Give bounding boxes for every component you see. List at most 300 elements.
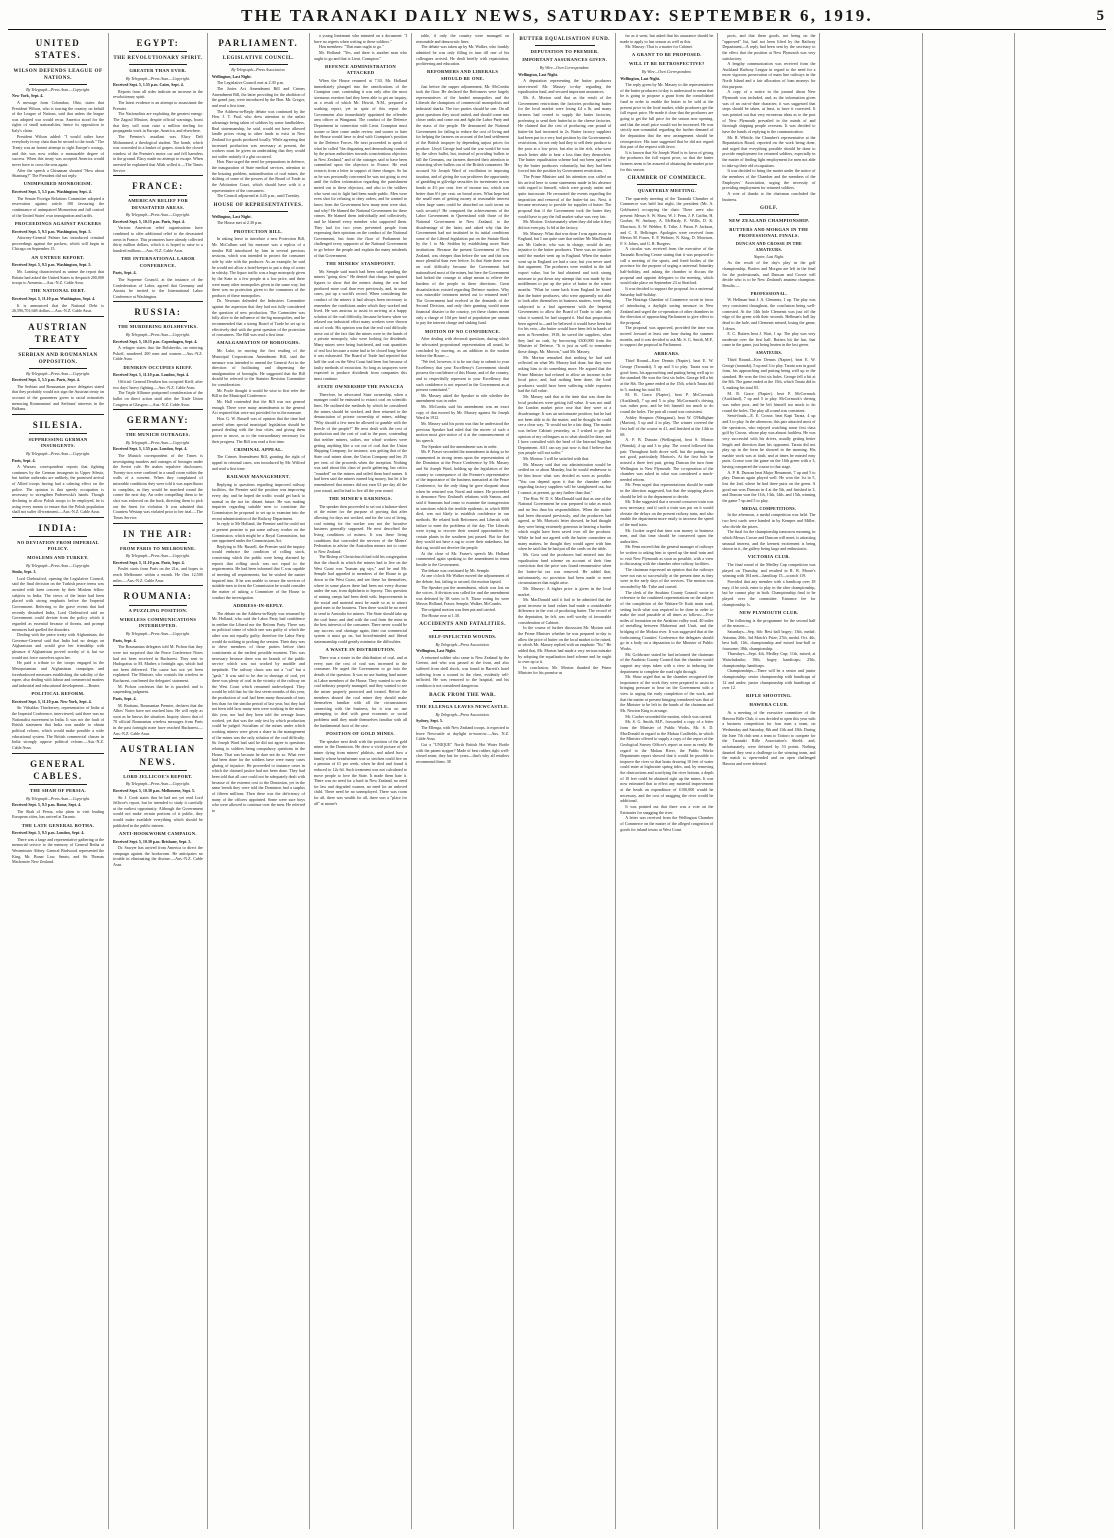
article-paragraph: In the course of further discussion Mr. Morton said the Prime Minister whether he was prepared to-day to allow the price of butter on the local market to be raised, to which Mr. Massey replied with an emphatic "No." He added that, Mr. Morton had made a very serious mistake by adopting the equalisation fund scheme and he ought to own up to it. <box>518 625 612 665</box>
article-paragraph: Mr. Holland: "Yes, and there is another man who ought to go and that is Lieut. Crampton." <box>313 49 408 61</box>
article-paragraph: Dr. Sawyer has arrived from America to direct the campaign against the hookworm. He anticipates no trouble in eliminating the disease.—Aus.-N.Z. Cable Assn. <box>113 845 203 868</box>
article-paragraph: E. C. Butters beat J. Watt, 1 up. The play was very moderate over the first half. Butters hit the last, that came in the game, just being beaten in the last green. <box>722 331 816 348</box>
byline: By Wire—Own Correspondent. <box>539 65 590 71</box>
sub-heading: AMALGAMATION OF BOROUGHS. <box>216 340 301 346</box>
news-column-7 <box>616 33 718 1529</box>
article-paragraph: The Triple Alliance postponed consideration of the ballot on direct action until after the Trade Union Congress at Glasgow.—Aus.-N.Z. Cable Assn. <box>113 390 203 407</box>
section-heading: UNITED STATES. <box>34 38 82 61</box>
sub-heading: ACCIDENTS AND FATALITIES. <box>419 621 506 628</box>
article-paragraph: The following is the programme for the second half of the season:— <box>722 617 816 629</box>
article-paragraph: At a meeting of the executive committee of the Hawera Rifle Club, it was decided to open this year with a business competition for four men a team, on Wednesday and Saturday, 8th and 11th and 18th. During the June 7th club sent a team to Toitoro to compete for the Taranaki Rifle Association's Shield, and, unfortunately, were defeated by 53 points. Nothing daunted they sent a challenge to the winning team, and the match is open-ended and on open challenged Hawera and were defeated. <box>722 710 816 766</box>
sub-heading: BACK FROM THE WAR. <box>429 691 497 698</box>
article-paragraph: The clerk of the Awakino County Council wrote in reference to the combined representations on the subject of the completion of the Waitara-Te Kuiti main road, setting forth what was required to be done in order to make the road passable at all times as follows:—Five miles of formation on the Awakino valley road, 40 miles of metalling between Mahoenui and Uruti, and the bridging of the Mokau river. It was suggested that at the forthcoming Counties' Conference the delegates should go in a body on a deputation to the Minister of Public Works. <box>620 589 714 651</box>
article-paragraph: It was decided to support the proposal for a universal Saturday half-holiday. <box>620 285 714 297</box>
byline: Napier, Last Night. <box>753 253 785 259</box>
article-paragraph: The Ellenga, with New Zealand troops, is expected to leave Newcastle at daylight to-morrow.—Aus. N.Z. Cable Assn. <box>416 725 510 742</box>
sub-heading: UNIMPAIRED MONROEISM. <box>23 181 93 187</box>
news-column-3 <box>208 33 310 1529</box>
article-paragraph: Mr. Hall contended that the Bill was not general enough. There were many amendments to the general Act required that were not provided for in the measure. <box>211 399 305 416</box>
news-column-8 <box>718 33 820 1529</box>
heading-rule <box>433 630 493 631</box>
heading-rule <box>637 184 697 185</box>
dateline: Received Sept. 5, 1.55 p.m. Cairo, Sept. 4. <box>113 82 184 88</box>
article-paragraph: Thursdays—Sept. 4th, Medley Cup; 11th, mixed, at Waiwhakaiho; 18th, bogey handicaps; 25th, championship; handicaps. <box>722 651 816 668</box>
sub-heading: GOLF. <box>760 205 778 212</box>
article-paragraph: Saturdays—Sep. 6th: Best ball bogey; 13th, medal; Autumn; 20th, 3rd Match's Prize; 27th, medal. Oct. 4th, best ball; 11th, championship and mixed four-ball or foursome; 18th, championship. <box>722 628 816 651</box>
article-paragraph: Mr. Morton: I will be satisfied with that. <box>523 456 590 462</box>
page-number: 5 <box>1096 8 1104 24</box>
article-paragraph: Reports from all sides indicate an increase in the revolutionary spirit. <box>113 88 203 100</box>
heading-rule <box>129 770 187 771</box>
dateline: New York, Sept. 4. <box>12 93 44 99</box>
dateline: Wellington, Last Night. <box>620 75 661 81</box>
byline: By Telegraph—Press Association. <box>231 67 286 73</box>
article-paragraph: It is known that Sir Joseph Ward is in favor of giving the producers the full export price, so that the butter farmers seem to be assured of obtaining the market price for this season. <box>620 149 714 172</box>
sub-heading: DENIKEN OCCUPIES KIEFF. <box>123 364 193 370</box>
dateline: Wellington, Last Night. <box>518 71 558 77</box>
dateline: Wellington, Last Night. <box>211 213 252 219</box>
sub-heading: WILL IT BE RETROSPECTIVE? <box>628 61 705 67</box>
article-paragraph: A copy of a notice in the journal about New Plymouth was included, and, as the information given was of an out-of-date character, it was suggested that steps should be taken, at least, to have it corrected. It was pointed out that very erroneous ideas as to the port of New Plymouth prevailed in the minds of and thorough shipping people overseas. It was decided to have the hands of replying to the communication. <box>722 89 816 134</box>
byline: By Telegraph—Press Assn.—Copyright. <box>125 212 190 218</box>
sub-heading: DEPUTATION TO PREMIER. <box>530 48 599 54</box>
section-heading: GERMANY: <box>126 415 190 426</box>
sub-heading: NO DEVIATION FROM IMPERIAL POLICY. <box>17 539 99 552</box>
section-heading: ROUMANIA: <box>123 591 193 602</box>
sub-heading: AN UNTRUE REPORT. <box>31 254 85 260</box>
dateline: Received Sept. 5, 9.5 p.m. London, Sept. 4. <box>12 830 85 836</box>
article-paragraph: Semi-finals—E. E. Crosse, beat Kapi Tarata, 4 up and 3 to play. In the afternoon, this pair attracted most of the spectators, who enjoyed watching some first class golf by Crosse, whose play was almost faultless. He was very successful with his drives, usually getting better length and direction than his opponent. Tarata did not play up in the form he showed in the morning. His mashie work was at fault, and at times he missed easy putts. Crosse won the game on the 16th green with a 3, having conquered the course to that stage. <box>722 413 816 470</box>
article-paragraph: At the close of Mr. Fraser's speech Mr. Holland commented again speaking to the amendment in terms hostile to the Government. <box>416 550 510 567</box>
article-paragraph: In reply to Mr Holland, the Premier said he could not at present promise to put some railway worker on the Commission, which might be a Royal Commission, but one appointed under the Commissions Act. <box>211 521 305 544</box>
section-divider <box>113 175 203 176</box>
article-paragraph: The debate on the Address-in-Reply was resumed by Mr. Holland, who said the Labor Party had confidence in neither the Liberal nor the Reform Party. There was no political crime of which one was guilty of which the other was not equally guilty, therefore the Labor Party would do nothing to prolong the session. Their duty was to drive members of those parties before their constituents at the earliest possible moment. This was necessary because there was no branch of the public service which was not worked by muddle and ineptitude. The railway chaos was not a "cut" but a "gash." It was said to be due to shortage of coal, yet there was plenty of coal in the vicinity of the railway on the West Coast which remained undeveloped. They would be told that for the first seven months of this year, the production of coal had been many thousands of tons less than for the similar period of last year, but they had not been told how many men were working in the mines this year, nor had they been told the average hours worked, yet that was the only test by which production could be judged. Socialism of the mines under which working miners were given a share in the management of the mines was the only solution of the coal difficulty. Sir Joseph Ward had said he did not agree to questions relating to soldiers being compulsory questions in the House. That was because he dare not do so. What ever had been done for the soldiers have were many cases glaring of injustice. He proceeded to instance cases in which the claimed justice had not been done. They had been told that all care could not be adequately dealt with because of the extreme cost to the Dominion, yet in the same breath they were told the Dominion had a surplus of fifteen millions. Then there was the deficiency of many of the officers appointed. Some were sure boys who were allowed to continue over the men. He referred to <box>211 610 305 813</box>
sub-heading: SUPPRESSING GERMAN INSURGENTS. <box>28 436 88 449</box>
sub-heading: WIRELESS COMMUNICATIONS INTERRUPTED. <box>119 617 197 629</box>
article-paragraph: Mr. McCombs said his amendment was an exact copy of that moved by Mr. Massey against Sir Joseph Ward in 1912. <box>416 404 510 421</box>
sub-heading: CRIMINAL APPEAL. <box>233 446 283 452</box>
article-paragraph: The Hon. W. D. S. MacDonald said that as one of the National Government he was prepared to take as much and no less than his responsibilities. When the matter had been discussed previously, and the producers had agreed, so Mr. Morton's letter showed, he had thought they were being extremely generous in hearing a burden which might have been saved over all the products. While he had not agreed with the butter committee on many matters, he thought they would agree with him when he said that he had put all the cards on the table. <box>518 495 612 552</box>
sub-heading: CHAMBER OF COMMERCE. <box>627 175 707 182</box>
sub-heading: POSITION OF GOLD MINES. <box>326 730 395 736</box>
article-paragraph: "We feel, however, it to be our duty to submit to your Excellency that your Excellency's Government should possess the confidence of this House, and of the country, and to respectfully represent to your Excellency that such confidence is not reposed in the Government as at present constituted." <box>416 358 510 393</box>
dateline: Received Sept. 5, 9.5 p.m. Washington, Sept. 5. <box>12 228 92 234</box>
dateline: Received Sept. 5, 10.30 p.m. Brisbane, Sept. 5. <box>113 838 192 844</box>
section-divider <box>113 585 203 586</box>
heading-rule <box>129 542 187 543</box>
article-paragraph: The Bishop of Christchurch had told his congregation that the church in which the miners had to live on the West Coast was "human pig stys," and he and Mr. Semple had appealed to members of the House to go down to the West Coast, and see these for themselves, where in some places there had been not every disease under the sun, from diphtheria to leprosy. This question of mining camps had been dealt with. Improvements in the social and material must be made so as to attract good men to the business. Then there would be no need to send to Australia for miners. The State should take up the coal lease, and deal with the coal from the mine in the best interests of the consumer. There never would be any success coal shortage again, their our commercial system it must go on, but brood-minded and liberal statesmanship could greatly minimise the difficulties. <box>313 554 408 645</box>
dateline: Received Sept. 5, 11.10 p.m. Paris, Sept. 4. <box>113 559 185 565</box>
sub-heading: SELF-INFLICTED WOUNDS. <box>428 633 497 639</box>
section-heading: PARLIAMENT. <box>218 38 299 48</box>
dateline: Paris, Sept. 4. <box>113 637 137 643</box>
article-paragraph: Mr. Massey: What that was done I was again away in England, but I am quite sure that neither Mr MacDonald nor Mr Guthrie, who was in charge, would do any injustice to the butter producers. There was no injustice until the market went up in England. When the market went up in England we had a case, but you never used that argument. The producers were entitled to the full export value, but he had obtained and took strong measure to put down any attempt that was made by the middlemen to put up the price of butter in the winter months. "What he came back from England he found that the butter producers, who were apparently not able to look after themselves in business matters, were being subjected to a bad agreement with the Imperial Government to allow the Board of Trade to take only what it wanted, he had stopped it. Had that proposition been agreed to—and he believed it would have been but for his veto—the butter would have been left in hands of men at November, 1918, he saved the suppliers, when they had no cash, by borrowing £300,000 from the Minister of Defence. "It is just as well to remember these things, Mr. Morton," said Mr. Massey. <box>518 230 612 354</box>
article-paragraph: When the House resumed at 7.30, Mr. Holland immediately plunged into the ramifications of the Crampton case, contending it was only after the most strenuous exertion had they been able to get an inquiry, as a result of which Mr. Hewitt, N.M., prepared a scathing report, yet in spite of this report the Government also immediately appointed the offender area officer at Wanganui. The conduct of the Defence Department in connection with Lieut. Crampton must sooner or later come under review, and sooner or later the House would have to deal with Crampton's position in the Defence Forces. He next proceeded to speak of what he called "the disgusting and demoralising conduct by the prison authorities towards conscientious objectors in New Zealand," and of the outrages said to have been committed upon the objectors in France. He read extracts from a letter in support of these charges. So far as he was personally concerned he was not going to rest until the fullest information regarding the punishment meted out to these objectors, and also to the soldiers who went out to fight had been made public. Men were even shot for refusing to obey orders, and he wanted to know from the Government how many men were shot, and why? He blamed the National Government for these crimes. He blamed them individually and collectively, and he blamed every member who supported them. They had for two years prevented people from expressing their opinions on the conduct of the National Government, but from the floor of Parliament he challenged every supporter of the National Government to go before the people and explain the many misdeeds of that Government. <box>313 77 408 258</box>
byline: By Telegraph—Press Assn.—Copyright. <box>125 553 190 559</box>
heading-rule <box>229 51 289 52</box>
byline: By Telegraph—Press Assn.—Copyright. <box>26 795 90 801</box>
sub-heading: STATE OWNERSHIP THE PANACEA <box>317 384 404 389</box>
byline: By Telegraph—Press Assn.—Copyright. <box>26 370 90 376</box>
sub-heading: VICTORIA CLUB. <box>747 554 791 560</box>
masthead-title: THE TARANAKI DAILY NEWS, SATURDAY: SEPTEMBER 6, 1919. <box>241 6 873 25</box>
minor-heading: PROFESSIONAL. <box>750 290 788 296</box>
sub-heading: MOTION OF NO CONFIDENCE. <box>424 328 501 334</box>
article-paragraph: The original motion was then put and carried. <box>421 607 496 613</box>
sub-heading: ADDRESS-IN-REPLY. <box>233 602 284 608</box>
sub-heading: NEW ZEALAND CHAMPIONSHIP. <box>728 217 810 223</box>
article-paragraph: Replying to questions regarding improved railway facilities, the Premier said the position was improving every day, and he hoped the traffic would get back to normal in the not far distant future. He was making inquiries regarding suitable men to constitute the Commission he proposed to set up to examine into the recent administration of the Railway Department. <box>211 481 305 521</box>
article-paragraph: far as it went, but asked that his assurance should be made to apply to last season as well as this. <box>620 33 714 44</box>
heading-rule <box>29 433 88 434</box>
sub-heading: HOUSE OF REPRESENTATIVES. <box>213 201 304 208</box>
heading-rule <box>739 214 799 215</box>
article-paragraph: He paid a tribute to the troops engaged in the Mesopotamian and Afghanistan campaigns and foreshadowed measures establishing the stability of the rupee, also dealing with labour and commercial matters and industrial and educational development.—Reuter. <box>12 660 105 688</box>
byline: By Telegraph—Press Assn.—Copyright. <box>125 631 190 637</box>
section-heading: GENERAL CABLES. <box>30 758 86 781</box>
article-paragraph: M. R. Grace (Napier), beat P. McCormack (Auckland), 7 up and 5 to play. McCormack's driving was rather poor, and he left himself too much to do round the holes. The play all round was consistent. <box>722 390 816 413</box>
article-paragraph: A Warsaw correspondent reports that fighting continues by the German insurgents in Upper Silesia, but further outbreaks are unlikely, the promised arrival of Allied troops having had a calming effect on the police. The opinion is that speedy occupation is necessary to strengthen Paderewski's hands. Though declining to allow Polish troops to be employed, he is using every means to ensure that the Polish population shall not suffer ill-treatment.—Aus.-N.Z. Cable Assn. <box>12 464 105 515</box>
article-paragraph: In the afternoon, a medal competition was held. The two best cards were handed in by Kemper and Miller, who divide the prizes. <box>722 512 816 529</box>
article-paragraph: The Crimes Amendment Bill, granting the right of appeal in criminal cases, was introduced by Mr. Wilford and read a first time. <box>211 454 305 471</box>
sub-heading: MOSLEMS AND TURKEY. <box>27 554 89 560</box>
sub-heading: PROTECTION BILL. <box>233 228 283 234</box>
article-paragraph: Mr. Massey said his point was that he understood the previous Speaker had ruled that the mover of such a motion must give notice of it at the commencement of his speech. <box>416 420 510 443</box>
byline: By Telegraph—Press Assn.—Copyright. <box>125 332 190 338</box>
section-heading: IN THE AIR: <box>122 528 193 539</box>
sub-heading: DEFENCE ADMINISTRATION ATTACKED <box>325 63 396 76</box>
heading-rule <box>129 605 187 606</box>
article-paragraph: Championships—There will be a senior and junior championship; senior championship with handicaps of 12 and under; junior championship with handicaps of over 12. <box>722 668 816 691</box>
sub-heading: PROCEEDINGS AGAINST PACKERS <box>14 220 102 226</box>
article-paragraph: Hon members: "That man ought to go." <box>318 44 384 50</box>
article-paragraph: M. R. Grace (Napier), beat P. McCormack (Auckland), 7 up and 5 to play. McCormack's driving was rather poor, and he left himself too much to do round the holes. The pair all round was consistent. <box>620 392 714 415</box>
section-heading: FRANCE: <box>132 181 184 192</box>
article-paragraph: A returned soldier who came to New Zealand by the Greeno, and who was passed at the front, and also suffered from shell shock, was found in Barrett's hotel suffering from a wound in the chest, evidently self-inflicted. He was removed to the hospital, and his condition is not considered dangerous. <box>416 654 510 688</box>
dateline: Received Sept. 5, 5.5 p.m. Washington; Sept. 4. <box>12 189 92 195</box>
article-paragraph: The Supreme Council, at the instance of the Confederation of Labor, agreed that Germany and Austria be invited to the International Labor Conference at Washington. <box>113 276 203 299</box>
article-paragraph: Mr. Massey: That is a matter for Cabinet. <box>625 44 693 50</box>
article-paragraph: Therefore, he advocated State ownership, when a manager could be entrusted to extract coal on scientific lines. He outlined the methods by which he considered the mines should be worked, and then returned to the denunciation of private ownership of mines, adding: "Why should a few men be allowed to gamble with the fleecle of the people?" He next dealt with the cost of production and the cost of coal to the poor, contending that neither miners, sailors, nor wharf workers were getting anything like a cut out of coal that the Union Shipping Company, for instance, was getting that of the State coal mines alone, the Union Company and her 25 per cent. of the proceeds when the inception. Nothing was said about this class of profit gathering, but critics "rounded" on the miners and railed them hard names. It had been said the miners earned big money, but let it be remembered that miners did not earn £3 per day all the year round, and he had to live all the year round. <box>313 391 408 493</box>
article-paragraph: The Legislative Council met at 2.30 p.m. <box>216 80 285 86</box>
dateline: Received Sept. 5, 10.30 p.m. Melbourne, Sept. 5. <box>113 788 195 793</box>
heading-rule <box>433 701 493 702</box>
article-paragraph: A deputation representing the butter producers interviewed Mr. Massey to-day regarding the equalisation fund, and secured important assurances. <box>518 78 612 95</box>
news-column-6 <box>514 33 616 1529</box>
article-paragraph: The Shah of Persia, who plans to visit leading European cities, has arrived at Taranto. <box>12 808 105 820</box>
article-paragraph: Mr. Morton remarked that nothing he had said reflected on what Mr. Massey had done, but they were asking him to do something more. He argued that the Prime Minister had refused to allow an increase in the local price, and, had nothing been done, the local producers would have been suffering while exporters had the full value. <box>518 354 612 394</box>
article-paragraph: Mr. MacDonald said it had to be admitted that the great increase in land values had made a considerable difference in the cost of producing butter. The record of the deputation, he felt, was well worthy of favourable consideration of Cabinet. <box>518 597 612 625</box>
article-paragraph: M. Pichon confesses that he is puzzled, and is suspending judgment. <box>113 683 203 695</box>
section-divider <box>12 316 104 317</box>
sub-heading: THE INTERNATIONAL LABOR CONFERENCE. <box>120 256 195 268</box>
section-divider <box>113 409 203 410</box>
article-paragraph: Mr. Semple said much had been said regarding the miners "going slow." He denied that charge, but quoted figures to show that the miners during the war had produced more coal than ever previously, and, in some cases, put up a world's record. When considering the conduct of the miners it had always been necessary to remember the conditions under which they worked and lived. He was anxious to assist in arriving at a happy solution of the coal difficulty, because he knew when we relaxed our industrial effort many workers were thrown out of work. His opinion was that the real coal difficulty arose out of the fact that the mines were in the hands of a private monopoly, who were looking for dividends. Many mines were being butchered, and vast quantities of real lost because a mine had to be closed long before it was exhausted. The Board of Trade had reported that half the coal on the West Coast had been lost because of faulty methods of extraction. So long as taxpayers were expected to produce dividends from companies this must continue. <box>313 268 408 381</box>
article-paragraph: Hon. Barr urged the need for preparations in defence, the inauguration of State medical services, attention to the housing problem, nationalisation of coal mines, the shifting of some of the powers of the Board of Trade to the Arbitration Court, which should have with it a representative of the consumers. <box>211 159 305 193</box>
heading-rule <box>129 51 187 52</box>
article-paragraph: Various American relief organisations have combined to offer additional relief to the devastated areas in France. This promoters have already collected thirty million dollars, which it is hoped to raise to a hundred millions.—Aus.-N.Z. Cable Assn. <box>113 225 203 254</box>
section-divider <box>12 517 104 518</box>
section-divider <box>113 738 203 739</box>
article-paragraph: Mr. Cooker urged that time was money to business men, and that time should be conserved upon the authorities. <box>620 527 714 544</box>
sub-heading: ARREARS. <box>653 350 680 356</box>
article-paragraph: Mr. Massey said that our administration would be settled on or about Monday, but he would endeavour to let him know what was decided as soon as possible. "You can depend upon it that the chamber rather regarding factory suppliers will be straightened out, but I cannot, at present, go any further than that." <box>518 461 612 495</box>
dateline: Wellington, Last Night. <box>416 648 456 654</box>
news-column-5 <box>412 33 514 1529</box>
article-paragraph: Dr. Newman defended the Industries Committee against the aspersion that they had not fully considered the question of new production. The Committee was fully alive to the influence of the big monopolies, and he recommended that a strong Board of Trade be set up to effectively deal with the great question of the protection of consumers. The Bill was read a first time. <box>211 298 305 338</box>
sub-heading: A WASTE IN DISTRIBUTION. <box>325 647 396 653</box>
sub-heading: REFORMERS AND LIBERALS SHOULD BE ONE. <box>427 69 499 81</box>
article-paragraph: A. P. B. Duncan (Wellington), beat S. Morton (Wanaki), 4 up and 3 to play. The crowd followed this pair. Throughout both drove well, but the putting was not good, particularly Morton's. At the first hole he missed a three feet putt, giving Duncan the turn from Wellington to New Plymouth. The co-operation of the chamber was asked in what was considered a much-needed reform. <box>620 437 714 482</box>
dateline: Paris, Sept. 4. <box>12 457 36 463</box>
byline: By Telegraph—Press Association. <box>435 641 490 647</box>
byline: By Telegraph—Press Assn.—Copyright. <box>26 86 90 92</box>
sub-heading: RIFLE SHOOTING. <box>746 693 792 699</box>
byline: By Telegraph—Press Association. <box>435 711 490 717</box>
byline: By Wire—Own Correspondent. <box>642 69 692 75</box>
sub-heading: BUTTER EQUALISATION FUND. <box>519 36 611 42</box>
article-paragraph: The Senate Foreign Relations Committee adopted a reservation against article 100 favouring the continuance of unimpaired Monroeism and full control of the United States' own immigration and tariffs. <box>12 195 105 218</box>
heading-rule <box>29 64 88 65</box>
sub-heading: RAILWAY MANAGEMENT. <box>226 473 291 479</box>
article-paragraph: At one o'clock Mr Walker moved the adjournment of the debate, but, failing to second, the motion lapsed. <box>416 573 510 584</box>
heading-rule <box>29 368 88 369</box>
article-paragraph: The Speaker put the amendment, which was lost on the voices. A division was called for and the amendment was defeated by 38 votes to 8. Those voting for were Messrs Holland, Fraser, Semple, Walker, McCombs. <box>416 584 510 607</box>
heading-rule <box>535 45 595 46</box>
article-paragraph: The debate was taken up by Mr. Walker, who frankly admitted he was only filling in turn till one of his colleagues arrived. He dealt briefly with repatriation, profiteering and education. <box>416 44 510 67</box>
article-paragraph: Mr. S. G. Smith, M.P., forwarded a copy of a letter from the Minister of Public Works, Mr. S. D. MacDonald in regard to the Mokau Coalfields, in which the Minister offered to supply a copy of the report of the Geological Survey Officer's report as soon as ready. He regard to the Mokau River, the Public Works Department report showed that it would be possible to improve the river so that boats drawing 10 feet of water could enter at highwater spring tides, and, by removing the obstructions and scarifying the river bottom, a depth of 10 feet could be obtained right up the mines. It was now estimated that to effect any material improvement at the heads an expenditure of £100,000 would be necessary, and the cost of snagging the river would be additional. <box>620 719 714 804</box>
article-paragraph: The Juries Act Amendment Bill and Crimes Amendment Bill, the latter providing for the abolition of the grand jury, were introduced by the Hon. Mr. Gregor, and read a first time. <box>211 86 305 109</box>
news-column-11 <box>1015 33 1106 1529</box>
article-paragraph: M. Bratiano, Roumanian Premier, declares that the Allies' Notes have not reached him. He will reply as soon as he knows the situation. Inquiry shows that of 70 official Roumanian wireless messages from Paris in the past fortnight none have reached Bucharest.—Aus.-N.Z. Cable Assn. <box>113 702 203 736</box>
byline: By Telegraph—Press Assn.—Copyright. <box>125 75 190 81</box>
sub-heading: THE LATE GENERAL BOTHA. <box>21 822 95 828</box>
article-paragraph: A refugee states that the Bolsheviks, on entering Pskoff, murdered 200 men and women.—Aus.-N.Z. Cable Assn. <box>113 345 203 362</box>
article-paragraph: Third Round—Kerr Dennis (Napier), beat E. W. George (Taranaki), 5 up and 3 to play. Tarata was in good form, his approaching and putting being well up to the standard. He won the first six holes. George fell a bit at the 8th. The game ended at the 15th, which Tarata did in 3, making his total 83. <box>620 358 714 392</box>
section-heading: AUSTRALIAN NEWS. <box>120 744 196 767</box>
article-paragraph: Third Round—Kerr Dennis (Napier), beat E. W. George (taranaki), 5 up and 3 to play. Tarata was in good form, his approaching and putting being well up to the standard. He won the first six holes. George fell a bit at the 8th. The game ended at the 15th, which Tarata did in 3, making his total 83. <box>722 356 816 391</box>
article-paragraph: Sir J. Cook states that he had not yet read Lord Jellicoe's report, but he intended to study it carefully at the earliest opportunity. Although the Government would not make certain portions of it public, they would make available everything which should be published in the public interest. <box>113 794 203 828</box>
dateline: Received Sept. 5, 11.10 p.m. London, Sept. 4. <box>113 372 190 378</box>
article-paragraph: Mr. Lansing characterised as untrue the report that Britain had asked the United States to despatch 200,000 troops to Armenia.—Aus.-N.Z. Cable Assn. <box>12 268 105 286</box>
byline: By Telegraph—Press Assn.—Copyright. <box>26 562 90 568</box>
article-paragraph: Mr. Coober seconded the motion, which was carried. <box>625 713 712 719</box>
article-paragraph: Mr. Massey asked the Speaker to rule whether the amendment was in order. <box>416 392 510 404</box>
article-paragraph: After dealing with electoral questions, during which he advocated proportional representation all round, he concluded by moving, as an addition to the motion before the House:— <box>416 336 510 359</box>
article-paragraph: It was decided to bring the matter under the notice of the members of the Chamber and the members of the Employers' Association, urging the necessity of providing employment for returned soldiers. <box>722 168 816 191</box>
byline: By Telegraph—Press Assn.—Copyright. <box>125 781 190 787</box>
article-paragraph: The speaker then proceeded to set out a balance-sheet of the miner for the purpose of proving that after allowing for days not worked, and for the cost of living, coal mining for the worker was not the lucrative business generally supposed. He next described the living conditions of miners. It was these living conditions that concealed the services of the Miners' Federation to advise the Australian miners not to come to New Zealand. <box>313 503 408 554</box>
article-paragraph: President Wilson added: "I would rather have everybody in my chair than be second to the tooth." The Treaty was an honest attempt to right Europe's wrongs, and this was now within a measurable degree of success. When this treaty was accepted America would never have to cross the seas again. <box>12 133 105 167</box>
article-paragraph: Sir Vithaldas Thackersey, representative of India at the Imperial Conference, interviewed, said there was no Nationalist movement in India. It was not the fault of British statesmen that India was unable to obtain political reform, which would make possible a wide educational system. The British commercial classes in India strongly oppose political reform.—Aus.-N.Z. Cable Assn. <box>12 705 105 750</box>
article-paragraph: Dealing with the peace treaty with Afghanistan, the Governor-General said that India had no design on Afghanistan and would give her friendship with pleasure if Afghanistan proved worthy of it, but we would not force ourselves upon her. <box>12 632 105 660</box>
article-paragraph: Attorney-General Palmer has introduced criminal proceedings against the packers, which will begin in Chicago on September 15. <box>12 235 105 252</box>
heading-rule <box>29 784 88 785</box>
heading-rule <box>129 321 187 322</box>
article-paragraph: The quarterly meeting of the Taranaki Chamber of Commerce was held last night, the president (Mr. A. Goldwater) occupying the chair. There were also present: Messrs S. W. Shaw, W. J. Penn, J. P. Griffin, H. Goober, W. Ambury, A. McHardy, E. Willis, D. K. Morrison, A. W. Webber, E. Tribe, J. Paton, P. Jackson, and C. E. Bellringer. Apologies were received from Messrs M. Fraser, E. P. Webster, N. King, D. Morrison, F. S. Johns, and G. R. Burgess. <box>620 195 714 246</box>
heading-rule <box>29 536 88 537</box>
sub-heading: A GRANT TO BE PROPOSED. <box>631 52 702 58</box>
article-paragraph: Mr. P. Fraser seconded the amendment in doing so he commented in strong terms upon the representation of the Dominion at the Peace Conference by Mr. Massey and Sir Joseph Ward, holding up the legislation of the country in consequence of the Premier's representative of the importance of the business transacted at the Peace Conference, for the only thing he gave eloquent about when he returned was Naval and mines. He proceeded to denounce New Zealand's relations with Samoa, and said if Samoans had come to examine the transgression in sanctions which the terrible epidemic, in which 8000 died, was not likely to establish confidence in our methods. He related both Reformers and Liberals with failure to meet the problems of the day. The Liberals were trying to recover their wasted opportunities by certain plants in the southern just passed. But for that they would not have a rag to cover their nakedness, but that rag would not deceive the people. <box>416 449 510 551</box>
article-paragraph: ports, and that these goods, not being on the "approved" list, had not been lifted by the Railway Department—A reply had been sent by the secretary to the effect that the position at New Plymouth was very satisfactory. <box>722 33 816 61</box>
article-paragraph: The reply given by Mr. Massey to the representatives of the butter producers to-day is understood to mean that he is going to propose a grant from the consolidated fund in order to enable the butter to be sold at the present price in the local market, while producers get the full export price. He made it clear that the producers are going to get the full price for the season now opening, and that the retail price would not be increased. He was strictly non-committal regarding the further demand of the deputation that the new arrangement should be retrospective. His tone suggested that he did not regard this part of the request with favor. <box>620 82 714 150</box>
article-paragraph: A. P. B. Duncan beat Major Beaumont, 7 up and 5 to play. Duncan again played well. He won the 1st in 5, lost the 2nd, where he had three putts on the green. A good run won Duncan in 4 at the 5th, and finished in 3, and Duncan won the 11th, 13th, 14th, and 15th, winning the game 7 up and 5 to play. <box>722 469 816 503</box>
article-paragraph: As the result of the day's play in the golf championship, Butters and Morgan are left in the final for the professionals, and Duncan and Crosse will decide who is to be New Zealand's amateur champion. Results:— <box>722 260 816 288</box>
article-paragraph: The House rose at 1.30. <box>421 612 460 618</box>
section-heading: EGYPT: <box>136 38 180 48</box>
sub-heading: AMERICAN RELIEF FOR DEVASTATED AREAS. <box>127 198 189 210</box>
sub-heading: A PUZZLING POSITION. <box>128 608 188 614</box>
article-paragraph: A vote of thanks to the chairman concluded the business. <box>722 190 816 202</box>
article-paragraph: Poulet starts from Paris on the 21st, and hopes to reach Melbourne within a month. He flies 12,500 miles.—Aus.-N.Z. Cable Assn. <box>113 566 203 583</box>
sub-heading: THE REVOLUTIONARY SPIRIT. <box>113 55 203 62</box>
section-heading: AUSTRIAN TREATY <box>28 321 88 345</box>
article-paragraph: a young lieutenant who minuted on a document: "I have no regrets when writing to these soldiers." <box>313 33 408 44</box>
article-paragraph: Mr. Poole thought it would be wise to first refer the Bill to the Municipal Conference. <box>211 387 305 399</box>
article-paragraph: Mr. Massey: A higher price is given in the local market. <box>518 585 612 597</box>
section-divider <box>12 753 104 754</box>
sub-heading: IMPORTANT ASSURANCES GIVEN. <box>522 57 608 63</box>
news-column-10 <box>923 33 1015 1529</box>
heading-rule <box>129 429 187 430</box>
article-paragraph: W. Hellman beat J. A. Clements, 1 up. The play was very consistent throughout, the conclusion being well-contested. At the 14th hole Clements was just off the edge of the green with their seconds. Hellman's ball lay dead to the hole, and Clements missed, losing the game, 1 down. <box>722 297 816 331</box>
sub-heading: BUTTERS AND MORGAN IN THE PROFESSIONAL FINALS. <box>729 226 809 238</box>
article-paragraph: It is announced that the National Debt is 26,596,701,648 dollars.—Aus.-N.Z. Cable Assn. <box>12 302 105 314</box>
article-paragraph: Replying to Mr. Russell, the Premier said the inquiry would embrace the condition of rolling stock, concerning which the public were being alarmed by reports that rolling stock was not equal to the requirements. He had been informed that C was capable of meeting all requirements, but he wished the matter inquired into. If he was unable to secure the services of suitable men to form the Commission he would consider the matter of asking a Committee of the House to conduct the investigation. <box>211 543 305 600</box>
sub-heading: THE ELLENGA LEAVES NEWCASTLE. <box>416 704 509 710</box>
dateline: Received Sept. 5, 1.55 p.m. London, Sept. 4. <box>113 446 188 452</box>
news-column-2 <box>109 33 208 1529</box>
article-paragraph: Mr. Tribe suggested that a second crossover train was now necessary, and if such a train was put on it would obviate the delays on the present railway train, and also enable the department more easily to increase the speed of the mail train. <box>620 499 714 527</box>
sub-heading: FROM PARIS TO MELBOURNE. <box>119 545 196 551</box>
dateline: Paris, Sept. 4. <box>113 695 137 701</box>
article-paragraph: Mr. A. Morton said that as the result of the Government restrictions the factories producing butter for the local market were losing £4 a lb, and many farmers had ceased to supply the butter factories, preferring to send their butterfat to the cheese factories. He claimed that the cost of producing one pound of butter-fat had increased in 2s. Butter factory suppliers had been put in a very bad position by the Government's restrictions, for not only had they to sell their produce to the poor at a low price, but also to the rich, who were much better able to bear a loss than they themselves. The butter equalisation scheme had not been agreed to by the butter producers voluntarily, but they had been forced into the position by Government restrictions. <box>518 95 612 174</box>
dateline: Simla, Sept. 3. <box>12 569 37 575</box>
article-paragraph: Mr. Massey said that at the time that was done the local producers were getting full value. It was not until the London market price rose that they were at a disadvantage. It was an unfortunate position, but he had not been able to do the matter, and he thought he could see a clear way. "It would not be a fair thing. The matter was before Cabinet yesterday, as I wished to get the opinion of my colleagues as to what should be done, and I have consulted with the head of the Internal Supplies Department. All I can say just now is that I believe that you people will not suffer." <box>518 394 612 456</box>
article-paragraph: The final round of the Medley Cup competition was played on Thursday, and resulted in R. R. Moore's winning with 104 nett—handicap 15—scratch 119. <box>722 562 816 579</box>
article-paragraph: Mr. Penn urged that representations should be made in the direction suggested, but that the stopping places should be left to the department to decide. <box>620 482 714 499</box>
article-paragraph: Ashley Simpson (Wanganui), beat W. O'Hallighan (Marton), 5 up and 4 to play. The winner covered the first half of the course in 41, and finished at the 14th in 68. <box>620 414 714 437</box>
article-paragraph: A letter was received from the Wellington Chamber of Commerce on the matter of the alleged congestion of goods for inland towns at West Coast <box>620 815 714 832</box>
article-paragraph: The Prime Minister said his attention was called on his arrival here to some statements made in his absence with regard to himself, which were grossly unfair and quite inaccurate. He recounted the events regarding the imposition and removal of the butter-fat tax. Next, it became necessary to provide for supplies of butter. The proposal that if the Government took the butter they would have to pay the full market value was very fair. <box>518 174 612 219</box>
dateline: Wellington, Last Night. <box>211 73 252 79</box>
sub-heading: THE NATIONAL DEBT. <box>30 288 86 294</box>
article-paragraph: The Hastings Chamber of Commerce wrote in favor of introducing a daylight saving measure in New Zealand and urged the co-operation of other chambers in the direction of approaching Parliament to give effect to the proposal. <box>620 297 714 325</box>
dateline: Received Sept. 5, 10.15 p.m. Copenhagen, Sept. 4. <box>113 338 198 344</box>
article-paragraph: Mr. Penn moved that the general manager of railways be written to asking him to speed up the mail train and to visit New Plymouth as soon as possible, with a view to discussing with the chamber other railway facilities. <box>620 544 714 567</box>
section-heading: INDIA: <box>38 522 78 533</box>
article-paragraph: The Roumanian delegates told M. Pichon that they were not surprised that the Peace Conference Notes had not been received in Bucharest. They sent to Hudogratus to M. Mathes a fortnight ago, which had not been delivered. The cause has not yet been explained. The Minister, who controls the wireless in Bucharest, confirmed the delegates' statement. <box>113 644 203 684</box>
article-paragraph: It was pointed out that there was a vote on the Estimates for snagging the river. <box>620 803 714 815</box>
news-column-4 <box>310 33 412 1529</box>
article-paragraph: The speaker next dealt with the position of the gold miner in the Dominion. He drew a vivid picture of the miner dying from miners' phthisis, and asked how a family whose breadwinner was so stricken could live on a pension of £1 per week, when he died and found it reduced to 12s 6d. Such treatment was not calculated to move people to love the State. It made them hate it. There was no need for a hard in New Zealand, no need for law and degraded women, no need for an unloved child. There need be no unemployed. There was room for all, there was wealth for all, there was a "place for all" at nature's <box>313 738 408 806</box>
sub-heading: SERBIAN AND ROUMANIAN OPPOSITION. <box>18 351 98 365</box>
dateline: Received Sept. 5, 9.5 p.m. Rome, Sept. 4. <box>12 802 81 808</box>
article-paragraph: Official: General Deniken has occupied Kieff, after two days' heavy fighting.—Aus.-N.Z. Cable Assn. <box>113 378 203 390</box>
article-paragraph: Hon. G. W. Russell was of opinion that the time had arrived when special municipal legislation should be passed dealing with the four cities, and giving them power to move, as to the extraordinary necessary for their progress. The Bill was read a first time. <box>211 415 305 444</box>
article-paragraph: Got a "UNIQUE" North British Hot Water Bottle with the patent stopper? Made of best rubber, tight well-closed seam; they last for years—that's why all retailers recommend them. 38 <box>416 741 510 764</box>
dateline: Received Sept. 5, 5.5 p.m. Paris, Sept. 4. <box>12 377 80 383</box>
dateline: Received Sept. 5, 10.15 p.m. Paris, Sept. 4. <box>113 218 185 224</box>
sub-heading: THE SHAH OF PERSIA. <box>29 787 87 793</box>
section-heading: RUSSIA: <box>134 307 182 318</box>
sub-heading: NEW PLYMOUTH CLUB. <box>739 609 799 615</box>
heading-rule <box>129 195 187 196</box>
byline: By Telegraph—Press Assn.—Copyright. <box>125 439 190 445</box>
section-divider <box>113 523 203 524</box>
article-paragraph: The final for the championship tomorrow morning, in which Messrs Crosse and Duncan will meet, is attracting unusual interest, and the keenest excitement is being shown in it, the gallery being large and enthusiastic. <box>722 529 816 552</box>
article-paragraph: table, if only the country were managed on reasonable and democratic lines. <box>416 33 510 44</box>
heading-rule <box>129 64 187 65</box>
news-column-1 <box>8 33 109 1529</box>
article-paragraph: The proposal was approved, provided the time was moved forward at least one hour during the summer months, and it was decided to ask Mr. S. G. Smith, M.P., to support the proposal in Parliament. <box>620 325 714 348</box>
minor-heading: DUNCAN AND CROSSE IN THE AMATEURS. <box>735 241 802 253</box>
sub-heading: WILSON DEFENDS LEAGUE OF NATIONS. <box>13 67 103 81</box>
heading-rule <box>229 211 289 212</box>
article-paragraph: In asking leave to introduce a new Protection Bill, Mr. McCallum said his measure was a replica of a similar Bill introduced by him in several previous sessions, which was intended to protect the consumer side by side with the producer. As an example, he said he would not allow a hotel-keeper to put a drop of water in whisky. The liquor traffic was a huge monopoly given by the State to a few people at a low price, and there were many other monopolies given in the same way, but there was no protection given to the consumers of the products of these monopolies. <box>211 236 305 298</box>
heading-rule <box>29 348 88 349</box>
sub-heading: THE MUNICH OUTRAGES. <box>125 432 191 438</box>
article-paragraph: A lengthy communication was received from the Auckland Railway League in regard to the need for a more vigorous prosecution of main line railways in the North Island and a fair allocation of loan moneys for this purpose. <box>722 61 816 89</box>
article-paragraph: Mr. Morton: Unfortunately when they did take it they did not even pay 1s 6d at the factory. <box>518 219 612 230</box>
article-paragraph: The Serbian and Roumanian peace delegates stated that they probably would not sign the Austrian treaty on account of the guarantees given to racial minorities menacing Roumanians' and Serbians' interests in the Balkans. <box>12 383 105 412</box>
minor-heading: MEDAL COMPETITIONS. <box>741 505 797 511</box>
dateline: Sydney, Sept. 5. <box>416 718 443 724</box>
dateline: Received Sept. 5, 9.5 p.m. Washington, Sept. 5. <box>12 262 92 268</box>
article-paragraph: In conclusion, Mr. Morton thanked the Prime Minister for his promise as <box>518 664 612 676</box>
article-paragraph: After the speech a Chinaman shouted "How about Shantung?" The President did not reply. <box>12 167 105 179</box>
article-paragraph: Provided that any member with a handicap over 18 may, if he wish, enter to play in the after championship, but he cannot play in both. Championship final to be played over the committee. Entrance fee for championship 1s. <box>722 579 816 607</box>
article-paragraph: The Council adjourned at 4.45 p.m., until Tuesday. <box>216 193 301 199</box>
article-paragraph: There was a large and representative gathering at the memorial service to the memory of General Botha at Westminster Abbey. General Birdwood represented the King, Mr. Bonar Law, Smuts, and Sir Thomas Mackenzie New Zealand. <box>12 836 105 865</box>
sub-heading: ANTI-HOOKWORM CAMPAIGN. <box>119 830 197 836</box>
sub-heading: LEGISLATIVE COUNCIL. <box>222 55 295 62</box>
article-paragraph: The debate was continued by Mr. Semple. <box>421 567 490 573</box>
byline: By Telegraph—Press Assn.—Copyright. <box>26 451 90 457</box>
sub-heading: THE MURDERING BOLSHEVIKS. <box>117 324 198 330</box>
article-paragraph: Lord Chelmsford, opening the Legislative Council, said the final decision on the Turkish peace terms was awaited with keen concern by their Moslem fellow subjects in India. The views of the latter had been placed with strong emphasis before the Imperial Government. Referring to the grave events that had recently disturbed India, Lord Chelmsford said no Government could deviate from the policy which it regarded as essential because of threats, and prompt measures had quelled the disorders. <box>12 575 105 632</box>
article-paragraph: Mr. R. Whittle, the Chamber's representative at the Repatriation Board, reported on the work being done, and urged that everything possible should be done to provide employment for returned soldiers, especially in the matter of finding light employment for men not able to take up their old occupations. <box>722 134 816 168</box>
column-container <box>8 33 1106 1529</box>
article-paragraph: There was a waste in the distribution of coal, and at every turn the cost of coal was increased to the consumer. He urged the Government to go into the details of the question. It was no use hurting land nature at Labor members of the House. They wanted to see the coal industry properly managed, and they wanted to see the miner properly protected and treated. Before the members abused the coal miner they should make themselves familiar with all the circumstances connecting with the business, for it was no use attempting to deal with great economic or social problems until they made themselves familiar with all the fundamental facts of the case. <box>313 655 408 728</box>
article-paragraph: Mr. Luke, in moving the first reading of the Municipal Corporations Amendment Bill, said the measure was intended to amend the General Act in the direction of facilitating and dispensing the amalgamation of boroughs. He suggested that the Bill should be referred to the Statutes Revision Committee for consideration. <box>211 348 305 388</box>
dateline: Received Sept. 5, 11.10 p.m. Washington, Sept. 4. <box>12 296 96 302</box>
article-paragraph: Mr. Goss said the producers had entered into the equalisation fund scheme on account of their firm conviction that the price was found remunerative when the butter-fat tax was removed. He added that, unfortunately, no provision had been made to meet circumstances that might arise. <box>518 552 612 586</box>
section-divider <box>113 301 203 302</box>
sub-heading: THE MINERS' STANDPOINT. <box>325 260 396 266</box>
article-paragraph: The latest evidence is an attempt to assassinate the Premier. <box>113 100 203 111</box>
dateline: Received Sept. 5, 11.10 p.m. New York, Sept. 4. <box>12 698 92 704</box>
article-paragraph: Mr. Shaw urged that as the chamber recognised the importance of the work they were prepared to assist in bringing pressure to bear on the Government with a view to urging the early completion of the work, and that the matter at present bringing considered was that of the Minister to be left in the hands of the chairman and Mr. Newton King to arrange. <box>620 674 714 714</box>
section-divider <box>12 414 104 415</box>
article-paragraph: The chairman expressed an opinion that the railways were not run so successfully at the present time as they were in the early days of the services. The motion was seconded by Mr. Tribe and carried. <box>620 567 714 589</box>
article-paragraph: A circular was received from the executive of the Taranaki Bowling Centre stating that it was proposed to call a meeting of the sports, and fixed bodies of the province for the purpose of urging a universal Saturday half-holiday, and asking the chamber to discuss the proposal and appoint delegates to the meeting, which would take place on September 23 at Stratford. <box>620 246 714 286</box>
sub-heading: THE MINER'S EARNINGS. <box>328 495 393 501</box>
article-paragraph: The House met at 2.30 p.m. <box>216 220 263 226</box>
sub-heading: LORD JELLICOE'S REPORT. <box>123 773 193 779</box>
article-paragraph: The Munich correspondent of the Times is investigating murders and outrages of hostages under the Soviet rule. He makes repulsive disclosures. Twenty-two were confined in a small room within the walls of a convent. When they complained of miserable conditions they were told it was superfluous to complain, as they would be marched round the corner the next day. An order compelling them to be shot was enforced on the back, directing them to pick out the finest for violation. It was admitted that Countess Westarp was violated prior to her trial.—The Times Service. <box>113 452 203 520</box>
sub-heading: POLITICAL REFORM. <box>31 691 85 697</box>
article-paragraph: A message from Columbus, Ohio, states that President Wilson, who is touring the country on behalf of the League of Nations, said that unless the league was adopted war would recur. America stood for the rights of small nationalities, hence its opposition to Italy's claim. <box>12 99 105 134</box>
section-heading: SILESIA. <box>32 419 84 430</box>
sub-heading: HAWERA CLUB. <box>749 702 789 708</box>
minor-heading: AMATEURS. <box>755 350 783 356</box>
article-paragraph: The Speaker said the amendment was in order. <box>421 443 498 449</box>
article-paragraph: Mr. Goldwater stated he had informed the chairman of the Awakino County Council that the chamber would support any steps taken with a view to inducing the department to complete the road right through. <box>620 651 714 674</box>
dateline: Paris, Sept. 4. <box>113 270 137 276</box>
sub-heading: QUARTERLY MEETING. <box>637 187 697 193</box>
article-paragraph: The Premier's assailant was Elacy Deli Mohammed, a theological student. The bomb, which was concealed in a basket of grapes, struck the closed window of the Premier's motor car and fell harmless to the ground. Elacy made no attempt to escape. When arrested he explained that Allah willed it.—The Times Service <box>113 133 203 173</box>
